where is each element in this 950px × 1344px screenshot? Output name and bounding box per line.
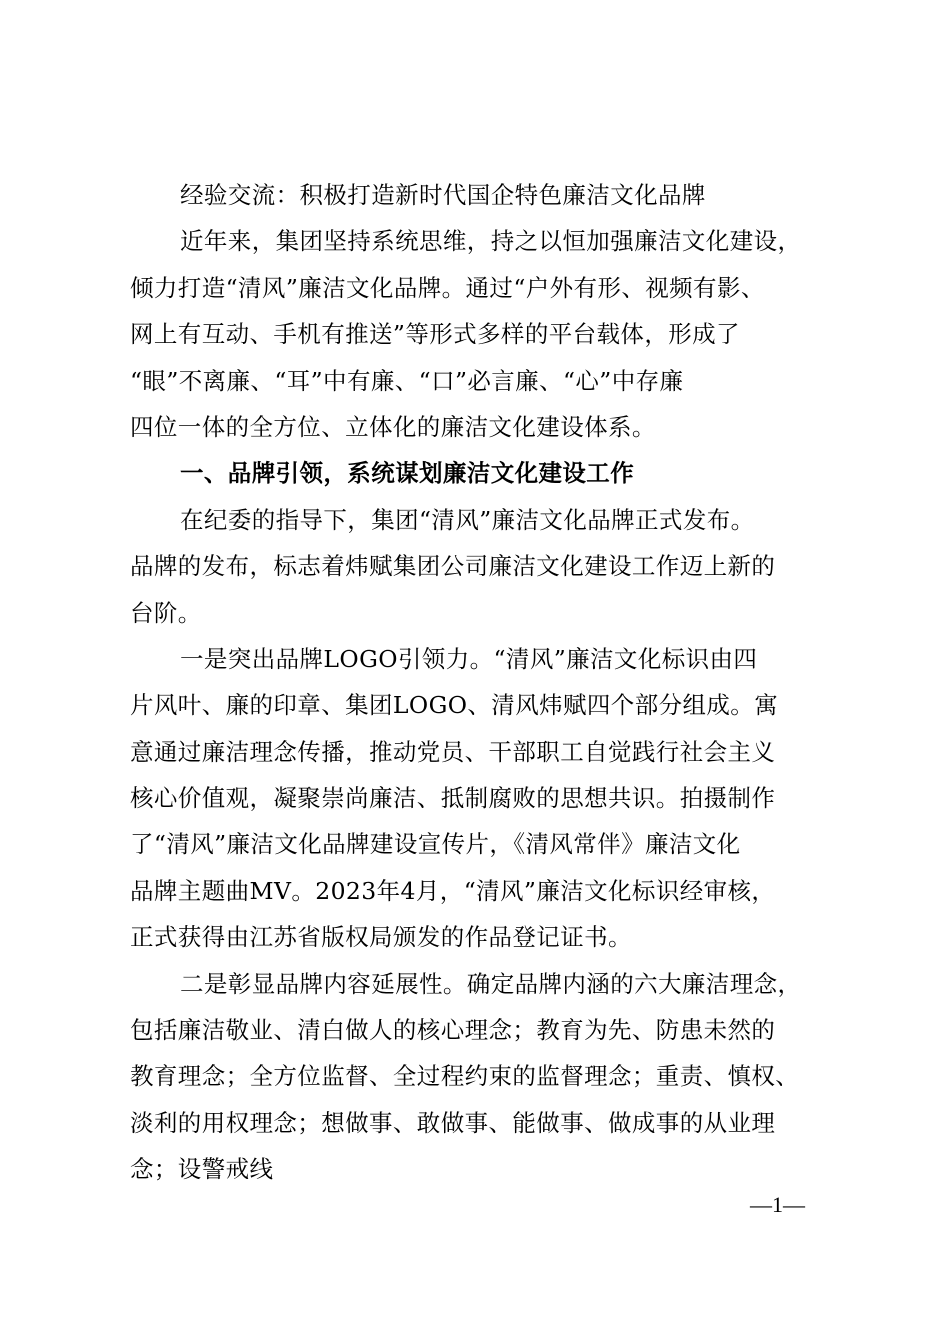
paragraph-1 xyxy=(130,497,835,636)
text-line: 近年来，集团坚持系统思维，持之以恒加强廉洁文化建设， xyxy=(180,227,802,256)
text-line: 品牌的发布，标志着炜赋集团公司廉洁文化建设工作迈上新的 xyxy=(130,552,776,581)
paragraph-2 xyxy=(130,636,835,961)
text-line: 品牌主题曲MV。2023年4月，“清风”廉洁文化标识经审核， xyxy=(130,876,776,905)
text-line: 淡利的用权理念；想做事、敢做事、能做事、做成事的从业理 xyxy=(130,1108,776,1137)
text-line: 二是彰显品牌内容延展性。确定品牌内涵的六大廉洁理念， xyxy=(180,969,802,998)
paragraph-3 xyxy=(130,961,835,1193)
text-line: 教育理念；全方位监督、全过程约束的监督理念；重责、慎权、 xyxy=(130,1062,800,1091)
text-line: 台阶。 xyxy=(130,598,202,627)
page-number: —1— xyxy=(750,1192,805,1217)
text-line: 念；设警戒线 xyxy=(130,1155,274,1184)
text-line: 四位一体的全方位、立体化的廉洁文化建设体系。 xyxy=(130,412,656,441)
text-line: 核心价值观，凝聚崇尚廉洁、抵制腐败的思想共识。拍摄制作 xyxy=(130,784,776,813)
text-line: 正式获得由江苏省版权局颁发的作品登记证书。 xyxy=(130,923,632,952)
document-title: 经验交流：积极打造新时代国企特色廉洁文化品牌 xyxy=(180,181,706,209)
text-line: 倾力打造“清风”廉洁文化品牌。通过“户外有形、视频有影、 xyxy=(130,273,765,302)
text-line: 在纪委的指导下，集团“清风”廉洁文化品牌正式发布。 xyxy=(180,505,755,534)
text-line: “眼”不离廉、“耳”中有廉、“口”必言廉、“心”中存廉 xyxy=(130,366,684,395)
text-line: 片风叶、廉的印章、集团LOGO、清风炜赋四个部分组成。寓 xyxy=(130,691,779,720)
intro-paragraph xyxy=(130,218,835,450)
text-line: 了“清风”廉洁文化品牌建设宣传片，《清风常伴》廉洁文化 xyxy=(130,830,741,859)
text-line: 一是突出品牌LOGO引领力。“清风”廉洁文化标识由四 xyxy=(180,644,758,673)
text-line: 网上有互动、手机有推送”等形式多样的平台载体，形成了 xyxy=(130,320,740,349)
text-line: 包括廉洁敬业、清白做人的核心理念；教育为先、防患未然的 xyxy=(130,1016,776,1045)
document-body xyxy=(130,172,835,1193)
text-line: 意通过廉洁理念传播，推动党员、干部职工自觉践行社会主义 xyxy=(130,737,776,766)
section-heading: 一、品牌引领，系统谋划廉洁文化建设工作 xyxy=(180,459,635,488)
